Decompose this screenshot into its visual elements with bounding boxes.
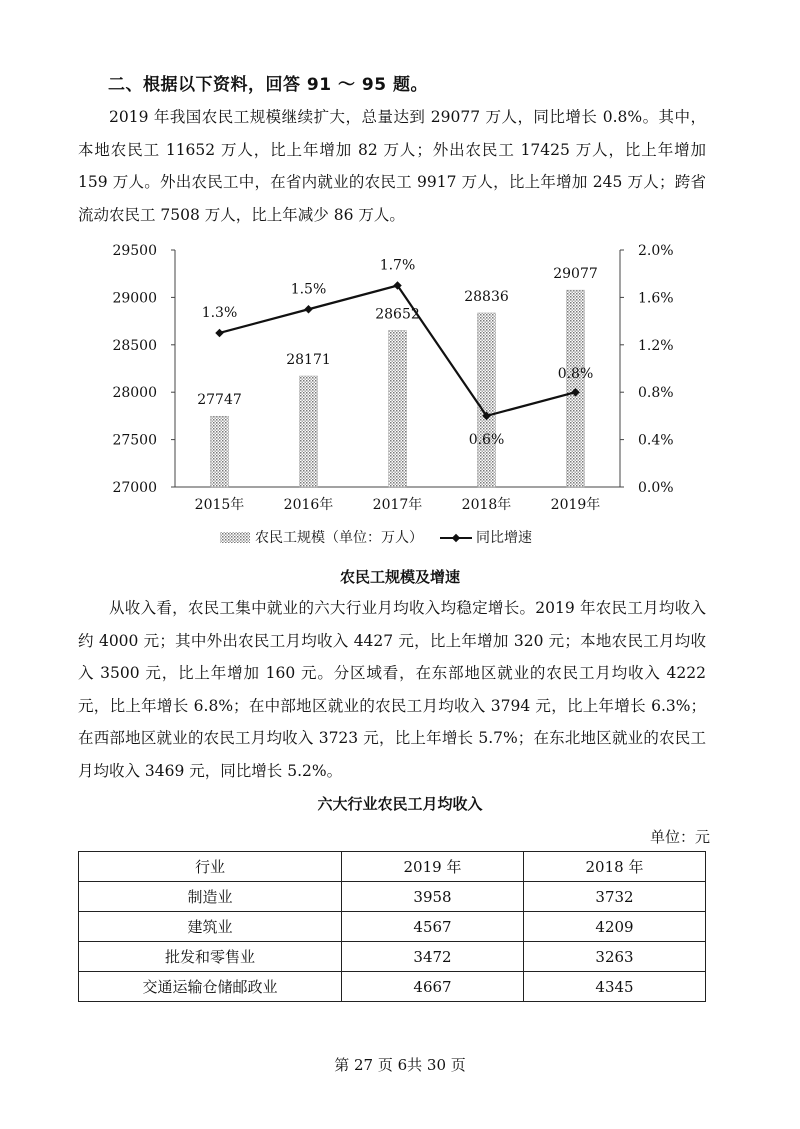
x-tick-label: 2016年 [283, 497, 334, 513]
header-2018: 2018 年 [524, 852, 706, 882]
table-header-row [79, 852, 706, 882]
industry-cell: 建筑业 [79, 912, 342, 942]
right-tick-label: 2.0% [638, 243, 674, 259]
table-row [79, 942, 706, 972]
intro-paragraph: 2019 年我国农民工规模继续扩大，总量达到 29077 万人，同比增长 0.8%。其中，本地农民工 11652 万人，比上年增加 82 万人；外出农民工 17425 万人，比上年增加 159 万人。外出农民工中，在省内就业的农民工 9917 万人，比上年增加 245 万人；跨省流动农民工 7508 万人，比上年减少 86 万人。 [78, 108, 706, 224]
table-title: 六大行业农民工月均收入 [317, 795, 483, 813]
industry-cell: 制造业 [79, 882, 342, 912]
chart-container [90, 236, 710, 556]
section-heading: 二、根据以下资料，回答 91 ～ 95 题。 [108, 75, 428, 95]
chart-title: 农民工规模及增速 [339, 568, 460, 586]
legend-line-label: 同比增速 [476, 530, 532, 546]
right-tick-label: 1.6% [638, 290, 674, 307]
header-2019: 2019 年 [342, 852, 524, 882]
legend-bar-swatch [220, 532, 250, 543]
line-value-label: 1.3% [201, 304, 238, 321]
value-2018-cell: 4209 [524, 912, 706, 942]
bar-value-label: 28652 [375, 306, 420, 323]
table-unit: 单位：元 [649, 828, 710, 846]
left-tick-label: 29500 [112, 243, 157, 259]
value-2019-cell: 3472 [342, 942, 524, 972]
value-2019-cell: 4567 [342, 912, 524, 942]
x-tick-label: 2019年 [550, 497, 601, 513]
line-value-label: 0.6% [468, 431, 505, 448]
bar [300, 376, 318, 487]
line-point [304, 305, 312, 313]
table-row [79, 972, 706, 1002]
line-value-label: 1.5% [290, 281, 327, 298]
right-tick-label: 0.0% [638, 480, 674, 496]
income-paragraph: 从收入看，农民工集中就业的六大行业月均收入均稳定增长。2019 年农民工月均收入约 4000 元；其中外出农民工月均收入 4427 元，比上年增加 320 元；本地农民工月均收入 3500 元，比上年增加 160 元。分区域看，在东部地区就业的农民工月均收入 4222 元，比上年增长 6.8%；在中部地区就业的农民工月均收入 3794 元，比上年增长 6.3%；在西部地区就业的农民工月均收入 3723 元，比上年增长 5.7%；在东北地区就业的农民工月均收入 3469 元，同比增长 5.2%。 [78, 599, 706, 780]
left-tick-label: 28000 [112, 385, 157, 402]
right-tick-label: 0.8% [638, 385, 674, 402]
bar [389, 330, 407, 487]
page-footer: 第 27 页 6共 30 页 [334, 1056, 466, 1074]
right-tick-label: 1.2% [638, 337, 674, 354]
value-2018-cell: 3732 [524, 882, 706, 912]
industry-cell: 交通运输仓储邮政业 [79, 972, 342, 1002]
income-table [78, 851, 706, 1002]
left-tick-label: 27500 [112, 432, 157, 449]
x-tick-label: 2018年 [461, 497, 512, 513]
bar-value-label: 29077 [553, 266, 598, 283]
right-tick-label: 0.4% [638, 432, 674, 449]
line-value-label: 0.8% [557, 366, 594, 383]
legend-bar-label: 农民工规模（单位：万人） [255, 530, 423, 546]
line-value-label: 1.7% [379, 257, 416, 274]
value-2019-cell: 4667 [342, 972, 524, 1002]
x-tick-label: 2015年 [194, 497, 245, 513]
combo-chart [90, 236, 710, 556]
x-tick-label: 2017年 [372, 497, 423, 513]
table-row [79, 882, 706, 912]
table-row [79, 912, 706, 942]
line-point [215, 329, 223, 337]
left-tick-label: 29000 [112, 290, 157, 307]
bar-value-label: 28836 [464, 288, 509, 305]
bar-value-label: 27747 [197, 392, 242, 409]
value-2018-cell: 4345 [524, 972, 706, 1002]
industry-cell: 批发和零售业 [79, 942, 342, 972]
legend-line-marker [452, 534, 460, 542]
value-2018-cell: 3263 [524, 942, 706, 972]
bar-value-label: 28171 [286, 351, 331, 368]
value-2019-cell: 3958 [342, 882, 524, 912]
bar [478, 313, 496, 487]
left-tick-label: 28500 [112, 337, 157, 354]
left-tick-label: 27000 [112, 480, 157, 496]
bar [211, 416, 229, 487]
header-industry: 行业 [79, 852, 342, 882]
